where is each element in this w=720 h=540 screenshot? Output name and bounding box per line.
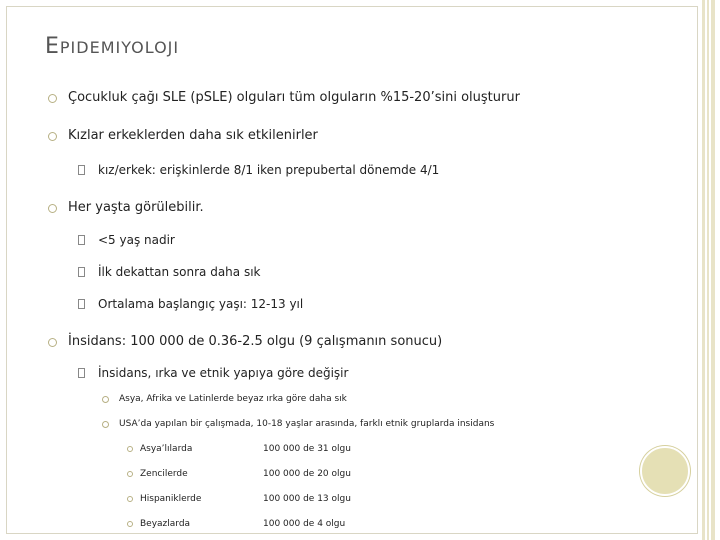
incidence-value: 100 000 de 20 olgu bbox=[263, 469, 351, 479]
incidence-value: 100 000 de 31 olgu bbox=[263, 444, 351, 454]
title-first-letter: E bbox=[45, 34, 60, 59]
incidence-group: Beyazlarda bbox=[140, 519, 191, 529]
sub-bullet-text: Ortalama başlangıç yaşı: 12-13 yıl bbox=[98, 297, 304, 311]
sub-bullet-text: <5 yaş nadir bbox=[98, 233, 175, 247]
small-circle-bullet-icon bbox=[127, 471, 133, 477]
sub-bullet-text: kız/erkek: erişkinlerde 8/1 iken prepubertal dönemde 4/1 bbox=[98, 163, 440, 177]
bullet-text: İnsidans: 100 000 de 0.36-2.5 olgu (9 çalışmanın sonucu) bbox=[68, 334, 443, 349]
bullet-text: Çocukluk çağı SLE (pSLE) olguları tüm olguların %15-20’sini oluşturur bbox=[68, 90, 520, 105]
square-bullet-icon bbox=[78, 235, 85, 245]
square-bullet-icon bbox=[78, 267, 85, 277]
square-bullet-icon bbox=[78, 299, 85, 309]
bullet-text: Kızlar erkeklerden daha sık etkilenirler bbox=[68, 128, 318, 143]
title-rest: PIDEMIYOLOJI bbox=[59, 38, 180, 57]
small-circle-bullet-icon bbox=[127, 521, 133, 527]
square-bullet-icon bbox=[78, 165, 85, 175]
circle-bullet-icon bbox=[48, 338, 57, 347]
circle-bullet-icon bbox=[48, 204, 57, 213]
small-circle-bullet-icon bbox=[102, 396, 109, 403]
circle-bullet-icon bbox=[48, 94, 57, 103]
small-circle-bullet-icon bbox=[127, 446, 133, 452]
third-level-text: USA’da yapılan bir çalışmada, 10-18 yaşlar arasında, farklı etnik gruplarda insidans bbox=[119, 419, 495, 429]
incidence-value: 100 000 de 4 olgu bbox=[263, 519, 346, 529]
decorative-side-bars bbox=[702, 0, 718, 540]
small-circle-bullet-icon bbox=[102, 421, 109, 428]
decorative-circle bbox=[640, 446, 690, 496]
incidence-group: Asya’lılarda bbox=[140, 444, 193, 454]
slide-title bbox=[45, 34, 179, 59]
circle-bullet-icon bbox=[48, 132, 57, 141]
incidence-value: 100 000 de 13 olgu bbox=[263, 494, 351, 504]
incidence-group: Hispaniklerde bbox=[140, 494, 202, 504]
small-circle-bullet-icon bbox=[127, 496, 133, 502]
bullet-text: Her yaşta görülebilir. bbox=[68, 200, 204, 215]
square-bullet-icon bbox=[78, 368, 85, 378]
sub-bullet-text: İlk dekattan sonra daha sık bbox=[98, 265, 261, 279]
sub-bullet-text: İnsidans, ırka ve etnik yapıya göre değişir bbox=[98, 366, 349, 380]
third-level-text: Asya, Afrika ve Latinlerde beyaz ırka göre daha sık bbox=[119, 394, 347, 404]
incidence-group: Zencilerde bbox=[140, 469, 188, 479]
